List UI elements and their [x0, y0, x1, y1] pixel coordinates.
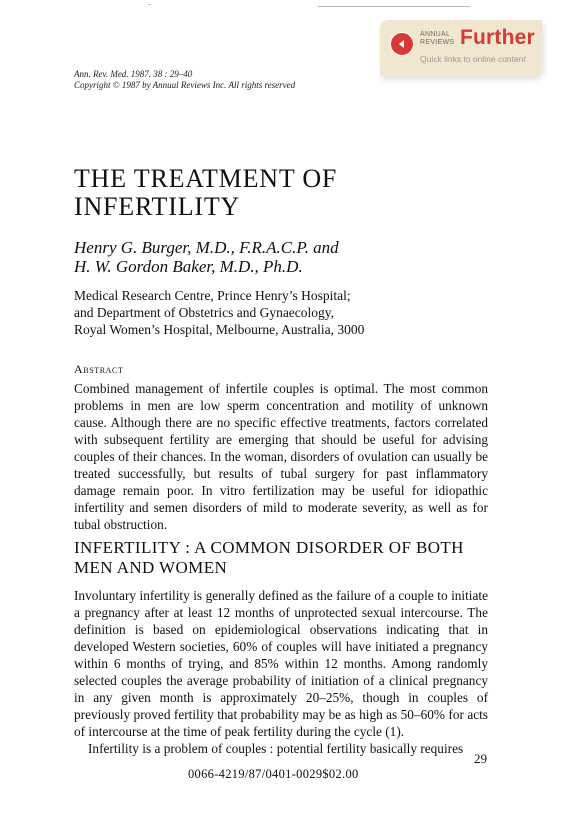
page-number: 29 [474, 751, 487, 766]
title-line: THE TREATMENT OF [74, 164, 338, 193]
author-line: H. W. Gordon Baker, M.D., Ph.D. [74, 257, 303, 276]
abstract-heading: Abstract [74, 362, 124, 376]
author-list [74, 238, 339, 276]
journal-citation: Ann. Rev. Med. 1987. 38 : 29–40 [74, 69, 193, 79]
further-subtitle: Quick links to online content [420, 54, 526, 64]
journal-citation-block [74, 69, 295, 91]
further-label: Further [460, 26, 535, 49]
affiliation-line: Medical Research Centre, Prince Henry’s Hospital; [74, 288, 351, 303]
body-paragraph: Involuntary infertility is generally defined as the failure of a couple to initiate a pregnancy after at least 12 months of unprotected sexual intercourse. The definition is based on epidemiological observations indicating that in developed Western societies, 60% of couples will have initiated a pregnancy within 6 months of trying, and 85% within 12 months. Among randomly selected couples the average probability of initiation of a clinical pregnancy in any given month is approximately 20–25%, though in couples of previously proved fertility that probability may be as high as 50–60% for acts of intercourse at the time of peak fertility during the cycle (1). [74, 588, 488, 739]
affiliation-line: and Department of Obstetrics and Gynaecology, [74, 305, 335, 320]
copyright-notice: Copyright © 1987 by Annual Reviews Inc. All rights reserved [74, 80, 296, 90]
header-rule [318, 6, 470, 7]
body-text [74, 587, 488, 757]
section-heading-line: MEN AND WOMEN [74, 558, 228, 577]
section-heading-line: INFERTILITY : A COMMON DISORDER OF BOTH [74, 538, 464, 557]
header-mark [148, 4, 151, 5]
body-paragraph: Infertility is a problem of couples : potential fertility basically requires [88, 741, 464, 756]
section-heading [74, 538, 494, 578]
article-code: 0066-4219/87/0401-0029$02.00 [188, 767, 359, 781]
abstract-text: Combined management of infertile couples is optimal. The most common problems in men are low sperm concentration and motility of unknown cause. Although there are no specific effective treatments, factors correlated with subsequent fertility are emerging that should be useful for advising couples of their chances. In the woman, disorders of ovulation can usually be treated successfully, but results of tubal surgery for past inflammatory damage remain poor. In vitro fertilization may be useful for idiopathic infertility and semen disorders of mild to moderate severity, as well as for tubal obstruction. [74, 381, 488, 532]
affiliation-line: Royal Women’s Hospital, Melbourne, Australia, 3000 [74, 322, 365, 337]
affiliation-block [74, 287, 364, 338]
further-badge[interactable] [380, 20, 542, 76]
author-line: Henry G. Burger, M.D., F.R.A.C.P. and [74, 238, 339, 257]
play-arrow-icon [390, 32, 414, 56]
title-line: INFERTILITY [74, 192, 241, 221]
annual-reviews-label: ANNUAL REVIEWS [420, 31, 455, 46]
article-title [74, 165, 337, 221]
